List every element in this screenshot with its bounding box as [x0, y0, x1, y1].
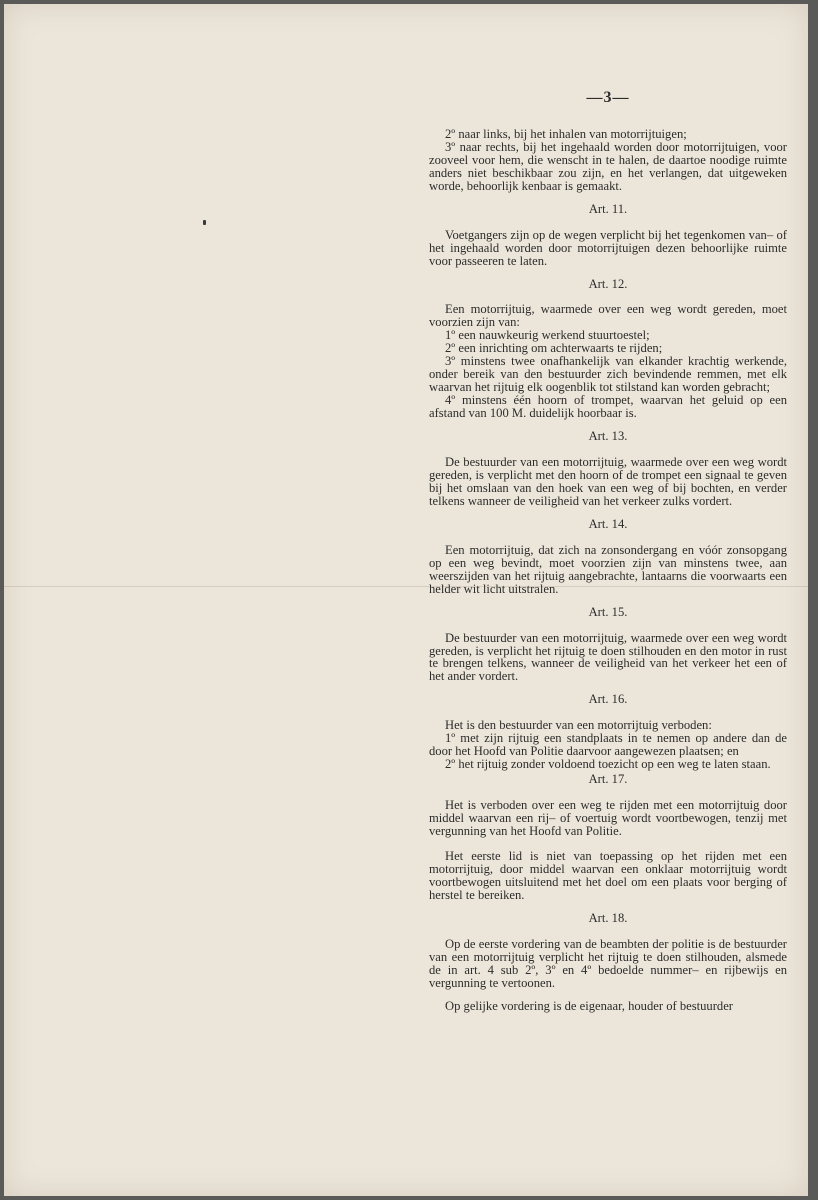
article-heading: Art. 14.: [588, 516, 628, 531]
article-heading: Art. 13.: [588, 429, 628, 444]
article-item: 1º met zijn rijtuig een standplaats in te nemen op andere dan de door het Hoofd van Politie daarvoor aangewezen plaatsen; en: [429, 731, 787, 759]
article-item: 2º het rijtuig zonder voldoend toezicht op een weg te laten staan.: [445, 757, 771, 772]
article-paragraph: Het is den bestuurder van een motorrijtuig verboden:: [445, 718, 712, 733]
article-paragraph: De bestuurder van een motorrijtuig, waarmede over een weg wordt gereden, is verplicht met den hoorn of de trompet een signaal te geven bij het omslaan van den hoek van een weg of bij bochten, en verder telkens wanneer de veiligheid van het verkeer zulks vordert.: [429, 455, 787, 508]
article-paragraph: Een motorrijtuig, dat zich na zonsondergang en vóór zonsopgang op een weg bevindt, moet voorzien zijn van minstens twee, aan weerszijden van het rijtuig aangebrachte, lantaarns die voorwaarts een helder wit licht uitstralen.: [429, 542, 787, 596]
article-paragraph: Het is verboden over een weg te rijden met een motorrijtuig door middel waarvan een rij– of voertuig wordt voortbewogen, tenzij met vergunning van het Hoofd van Politie.: [429, 798, 787, 838]
ink-speck: [203, 220, 206, 225]
article-heading: Art. 17.: [588, 772, 628, 787]
article-item: 2º een inrichting om achterwaarts te rijden;: [445, 341, 663, 356]
article-heading: Art. 15.: [588, 604, 628, 619]
text-column: [429, 89, 787, 1013]
intro-item-2: 2º naar links, bij het inhalen van motorrijtuigen;: [445, 126, 687, 141]
article-paragraph: Op de eerste vordering van de beambten der politie is de bestuurder van een motorrijtuig verplicht het rijtuig te doen stilhouden, alsmede de in art. 4 sub 2º, 3º en 4º bedoelde nummer– en rijbewijs en vergunning te vertoonen.: [429, 936, 787, 990]
article-paragraph: Een motorrijtuig, waarmede over een weg wordt gereden, moet voorzien zijn van:: [429, 302, 787, 330]
intro-item-3: 3º naar rechts, bij het ingehaald worden door motorrijtuigen, voor zooveel voor hem, die wenscht in te halen, de daartoe noodige ruimte anders niet beschikbaar zou zijn, en het verlangen, dat uitgeweken worde, behoorlijk kenbaar is gemaakt.: [429, 139, 787, 193]
article-paragraph: Het eerste lid is niet van toepassing op het rijden met een motorrijtuig, door middel waarvan een onklaar motorrijtuig wordt voortbewogen uitsluitend met het doel om een plaats voor berging of herstel te bereiken.: [429, 848, 787, 902]
document-page: [4, 4, 808, 1196]
article-heading: Art. 12.: [588, 276, 628, 291]
article-heading: Art. 11.: [588, 201, 628, 216]
article-item: 4º minstens één hoorn of trompet, waarvan het geluid op een afstand van 100 M. duidelijk hoorbaar is.: [429, 393, 787, 421]
article-paragraph: Op gelijke vordering is de eigenaar, houder of bestuurder: [445, 998, 734, 1013]
article-heading: Art. 18.: [588, 910, 628, 925]
article-heading: Art. 16.: [588, 692, 628, 707]
article-paragraph: De bestuurder van een motorrijtuig, waarmede over een weg wordt gereden, is verplicht het rijtuig te doen stilhouden en den motor in rust te brengen telkens, wanneer de veiligheid van het verkeer het een of het ander vordert.: [429, 630, 787, 684]
article-item: 3º minstens twee onafhankelijk van elkander krachtig werkende, onder bereik van den bestuurder zich bevindende remmen, met elk waarvan het rijtuig elk oogenblik tot stilstand kan worden gebracht;: [429, 354, 787, 395]
article-paragraph: Voetgangers zijn op de wegen verplicht bij het tegenkomen van– of het ingehaald worden door motorrijtuigen dezen behoorlijke ruimte voor passeeren te laten.: [429, 227, 787, 268]
article-item: 1º een nauwkeurig werkend stuurtoestel;: [445, 328, 650, 343]
page-number: —3—: [586, 89, 630, 106]
